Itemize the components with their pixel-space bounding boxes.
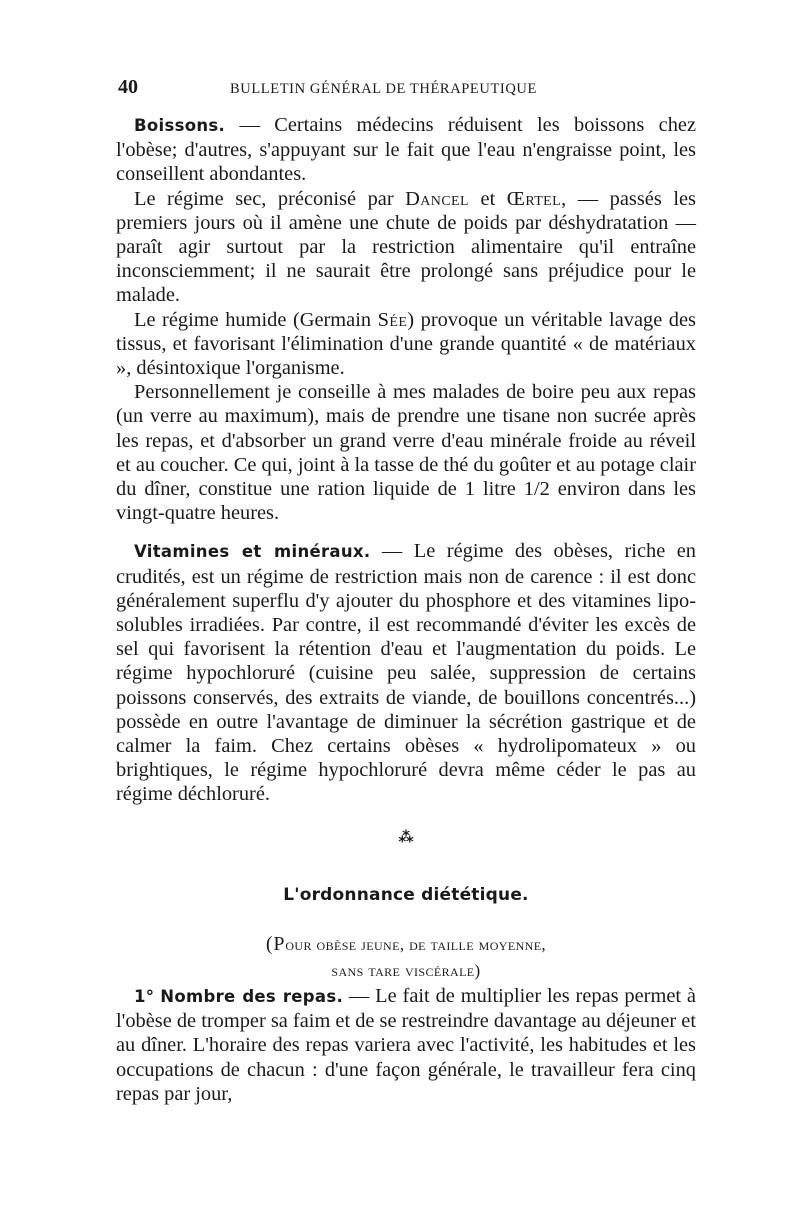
paragraph-text: , — passés les premiers jours où il amène une chute de poids par déshydratation — paraît agir surtout par la restriction alimentaire qu'il entraîne inconsciemment; il ne saurait être prolongé sans préjudice pour le malade. xyxy=(116,187,696,307)
author-name: Sée xyxy=(377,308,408,331)
section-heading-boissons: Boissons. xyxy=(134,116,226,135)
paragraph-text: ) provoque un véritable lavage des tissus, et favorisant l'élimination d'une grande quantité « de matériaux », désintoxique l'organisme. xyxy=(116,308,696,380)
paragraph-nombre-repas xyxy=(116,984,696,1106)
running-title: BULLETIN GÉNÉRAL DE THÉRAPEUTIQUE xyxy=(230,81,537,97)
author-name: Dancel xyxy=(405,187,469,210)
subtitle-line-1 xyxy=(116,931,696,958)
author-name: Œrtel xyxy=(506,187,562,210)
subtitle-text: our obèse jeune, de taille moyenne, xyxy=(285,934,547,954)
paragraph-boissons-intro xyxy=(116,113,696,187)
paragraph-regime-sec xyxy=(116,187,696,308)
paragraph-text: et xyxy=(468,187,507,210)
asterism-divider: ⁂ xyxy=(398,827,414,846)
subtitle-text: (P xyxy=(265,932,286,955)
page-number: 40 xyxy=(118,76,138,98)
paragraph-text: — Certains médecins réduisent les boissons chez l'obèse; d'autres, s'appuyant sur le fait que l'eau n'engraisse point, les conseillent abondantes. xyxy=(116,114,696,186)
paragraph-text: Le régime sec, préconisé par xyxy=(134,187,406,210)
subtitle-line-2: sans tare viscérale) xyxy=(331,960,481,980)
paragraph-text: Le régime humide (Germain xyxy=(134,308,378,331)
paragraph-vitamines xyxy=(116,539,696,806)
section-heading-vitamines: Vitamines et minéraux. xyxy=(134,542,371,562)
paragraph-personnellement: Personnellement je conseille à mes malades de boire peu aux repas (un verre au maximum), mais de prendre une tisane non sucrée après les repas, et d'absorber un grand verre d'eau minérale froide au réveil et au coucher. Ce qui, joint à la tasse de thé du goûter et au potage clair du dîner, constitue une ration liquide de 1 litre 1/2 environ dans les vingt-quatre heures. xyxy=(116,381,696,525)
item-heading-nombre-repas: Nombre des repas. xyxy=(160,986,344,1006)
page-header xyxy=(118,76,692,104)
paragraph-text: — Le fait de multiplier les repas permet à l'obèse de tromper sa faim et de se restreindre davantage au déjeuner et au dîner. L'horaire des repas variera avec l'activité, les habitudes et les occupations de chacun : d'une façon générale, le travailleur fera cinq repas par jour, xyxy=(116,984,697,1105)
paragraph-regime-humide xyxy=(116,308,696,381)
paragraph-text: — Le régime des obèses, riche en crudités, est un régime de restriction mais non de carence : il est donc généralement superflu d'y ajouter du phosphore et des vitamines lipo-solubles irradiées. Par contre, il est recommandé d'éviter les excès de sel qui favorisent la rétention d'eau et l'augmentation du poids. Le régime hypochloruré (cuisine peu salée, suppression de certains poissons conservés, des extraits de viande, de bouillons concentrés...) possède en outre l'avantage de diminuer la sécrétion gastrique et de calmer la faim. Chez certains obèses « hydrolipomateux » ou brightiques, le régime hypochloruré devra même céder le pas au régime déchloruré. xyxy=(116,540,696,806)
section-subtitle xyxy=(116,931,696,984)
page-body xyxy=(116,113,696,1106)
section-title-ordonnance: L'ordonnance diététique. xyxy=(283,884,529,905)
item-number: 1° xyxy=(134,986,155,1006)
spacer xyxy=(116,525,696,539)
